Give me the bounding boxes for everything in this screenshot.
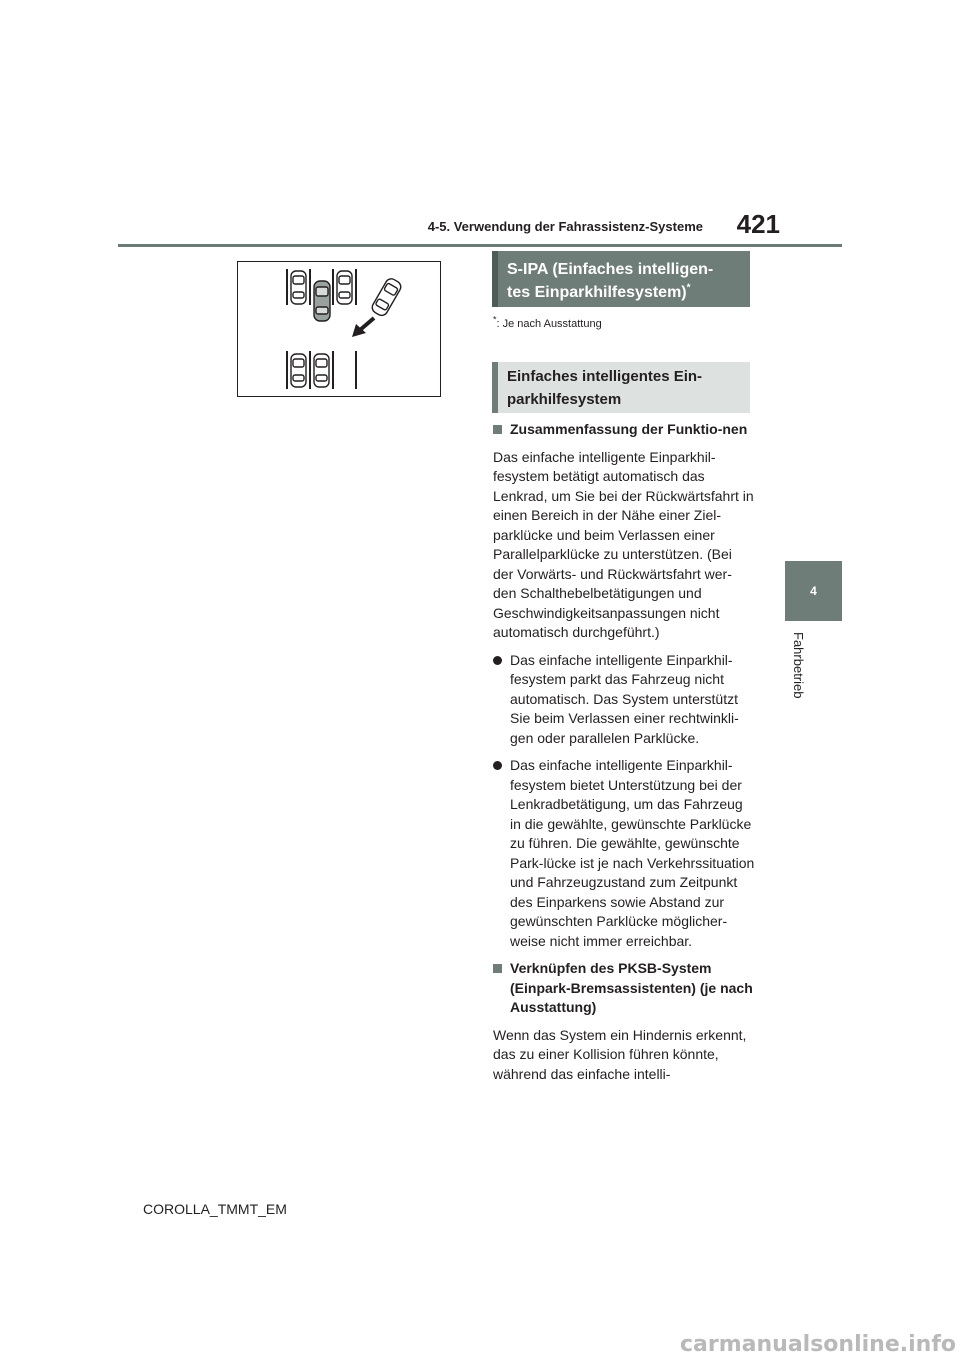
footnote-marker: * xyxy=(493,314,497,325)
chapter-number: 4 xyxy=(810,584,817,598)
header-section-title: 4-5. Verwendung der Fahrassistenz-Systeme xyxy=(427,219,703,234)
section-title-box xyxy=(492,251,750,307)
bullet-text: Das einfache intelligente Einparkhil-fesystem parkt das Fahrzeug nicht automatisch. Das System unterstützt Sie beim Verlassen einer rechtwinkli-gen oder parallelen Parklücke. xyxy=(510,651,739,746)
parked-car-icon xyxy=(291,354,306,387)
heading-square-icon xyxy=(493,964,502,973)
document-code: COROLLA_TMMT_EM xyxy=(143,1201,287,1217)
parked-car-icon xyxy=(291,271,306,304)
parking-diagram xyxy=(238,262,440,396)
bullet-dot-icon xyxy=(493,761,502,770)
heading-text: Verknüpfen des PKSB-System (Einpark-Bremsassistenten) (je nach Ausstattung) xyxy=(510,960,753,1015)
direction-arrow-icon xyxy=(352,318,374,337)
section-title-marker: * xyxy=(686,282,691,294)
subsection-title-line2: parkhilfesystem xyxy=(507,391,622,408)
content-heading xyxy=(493,420,755,440)
parked-car-icon xyxy=(314,354,329,387)
section-title-line1: S-IPA (Einfaches intelligen- xyxy=(507,261,714,278)
body-content xyxy=(493,420,755,1092)
chapter-label: Fahrbetrieb xyxy=(791,632,806,699)
parking-illustration xyxy=(237,261,441,397)
availability-footnote xyxy=(493,314,753,330)
section-title-line2: tes Einparkhilfesystem) xyxy=(507,284,687,301)
bullet-item xyxy=(493,756,755,951)
subsection-title-line1: Einfaches intelligentes Ein- xyxy=(507,368,703,385)
footnote-text: : Je nach Ausstattung xyxy=(496,318,602,330)
header-divider xyxy=(118,244,842,247)
heading-text: Zusammenfassung der Funktio-nen xyxy=(510,421,748,437)
own-vehicle-icon xyxy=(314,281,330,321)
parked-car-icon xyxy=(337,271,352,304)
maneuvering-car-icon xyxy=(370,277,403,318)
body-paragraph: Wenn das System ein Hindernis erkennt, das zu einer Kollision führen könnte, während das einfache intelli- xyxy=(493,1026,747,1082)
bullet-text: Das einfache intelligente Einparkhil-fesystem bietet Unterstützung bei der Lenkradbetätigung, um das Fahrzeug in die gewählte, gewünschte Parklücke zu führen. Die gewählte, gewünschte Park-lücke ist je nach Verkehrssituation und Fahrzeugzustand zum Zeitpunkt des Einparkens sowie Abstand zur gewünschten Parklücke möglicher-weise nicht immer erreichbar. xyxy=(510,757,755,949)
bullet-dot-icon xyxy=(493,656,502,665)
watermark: carmanualsonline.info xyxy=(680,1332,956,1357)
body-paragraph: Das einfache intelligente Einparkhil-fesystem betätigt automatisch das Lenkrad, um Sie bei der Rückwärtsfahrt in einen Bereich in der Nähe einer Ziel-parklücke und beim Verlassen einer Parallelparklücke zu unterstützen. (Bei der Vorwärts- und Rückwärtsfahrt wer-den Schalthebelbetätigungen und Geschwindigkeitsanpassungen nicht automatisch durchgeführt.) xyxy=(493,448,754,640)
bullet-item xyxy=(493,651,755,749)
page-number: 421 xyxy=(736,209,780,239)
heading-square-icon xyxy=(493,425,502,434)
content-heading xyxy=(493,959,755,1018)
subsection-title-box xyxy=(492,362,750,413)
chapter-tab xyxy=(785,561,842,621)
